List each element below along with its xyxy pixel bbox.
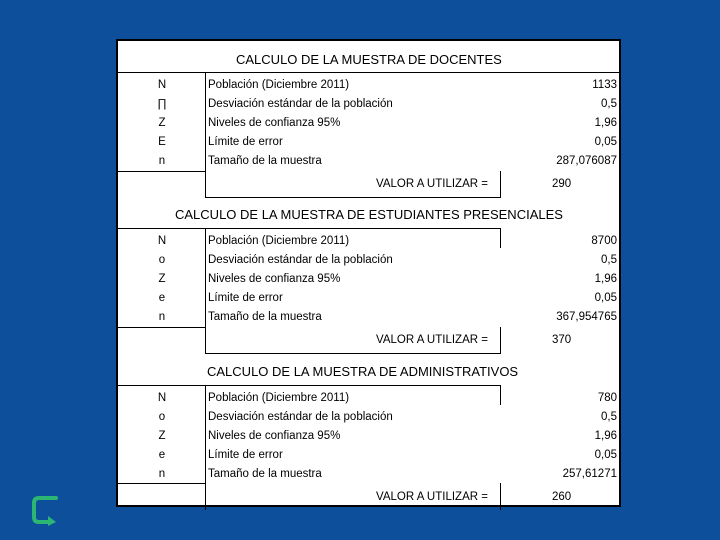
utilizar-label: VALOR A UTILIZAR = [376, 178, 488, 190]
symbol-cell: o [158, 411, 166, 423]
table-row [118, 465, 621, 484]
symbol-cell: e [158, 292, 166, 304]
table-row [118, 232, 621, 251]
section-title-estudiantes: CALCULO DE LA MUESTRA DE ESTUDIANTES PRESENCIALES [175, 207, 563, 222]
value-cell: 367,954765 [556, 311, 617, 323]
label-cell: Tamaño de la muestra [208, 468, 322, 480]
divider [500, 483, 501, 510]
divider [118, 228, 500, 229]
divider [205, 353, 500, 354]
label-cell: Población (Diciembre 2011) [208, 79, 350, 91]
symbol-cell: Z [158, 117, 166, 129]
label-cell: Niveles de confianza 95% [208, 273, 341, 285]
section-title-administrativos: CALCULO DE LA MUESTRA DE ADMINISTRATIVOS [207, 364, 519, 379]
symbol-cell: n [158, 155, 166, 167]
table-row [118, 308, 621, 327]
label-cell: Desviación estándar de la población [208, 411, 393, 423]
table-row [118, 270, 621, 289]
value-cell: 0,05 [594, 136, 617, 148]
symbol-cell: E [158, 136, 166, 148]
table-row [118, 446, 621, 465]
value-cell: 0,05 [594, 449, 617, 461]
value-cell: 1,96 [594, 117, 617, 129]
symbol-cell: Z [158, 273, 166, 285]
utilizar-label: VALOR A UTILIZAR = [376, 334, 488, 346]
return-arrow-icon[interactable] [30, 494, 60, 526]
table-row [118, 114, 621, 133]
table-row [118, 251, 621, 270]
symbol-cell: o [158, 254, 166, 266]
symbol-cell: e [158, 449, 166, 461]
value-cell: 8700 [591, 235, 617, 247]
divider [118, 72, 621, 73]
label-cell: Límite de error [208, 449, 283, 461]
symbol-cell: N [157, 79, 167, 91]
value-cell: 1133 [592, 79, 617, 91]
value-cell: 780 [597, 392, 617, 404]
utilizar-value: 290 [552, 178, 572, 190]
symbol-cell: n [158, 468, 166, 480]
symbol-cell: N [157, 392, 167, 404]
divider [500, 327, 501, 354]
table-row [118, 389, 621, 408]
table-row [118, 427, 621, 446]
value-cell: 287,076087 [556, 155, 617, 167]
value-cell: 1,96 [594, 273, 617, 285]
utilizar-label: VALOR A UTILIZAR = [376, 491, 488, 503]
utilizar-value: 370 [552, 334, 572, 346]
symbol-cell: ∏ [157, 98, 167, 110]
divider [500, 171, 501, 198]
divider [118, 385, 500, 386]
label-cell: Desviación estándar de la población [208, 254, 393, 266]
value-cell: 257,61271 [562, 468, 617, 480]
symbol-cell: Z [158, 430, 166, 442]
utilizar-value: 260 [552, 491, 572, 503]
value-cell: 0,5 [601, 411, 617, 423]
label-cell: Población (Diciembre 2011) [208, 392, 350, 404]
section-title-docentes: CALCULO DE LA MUESTRA DE DOCENTES [236, 52, 502, 67]
symbol-cell: n [158, 311, 166, 323]
divider [118, 327, 205, 328]
label-cell: Desviación estándar de la población [208, 98, 393, 110]
sample-calculation-sheet [116, 39, 621, 507]
table-row [118, 408, 621, 427]
label-cell: Límite de error [208, 292, 283, 304]
label-cell: Tamaño de la muestra [208, 311, 322, 323]
table-row [118, 289, 621, 308]
label-cell: Tamaño de la muestra [208, 155, 322, 167]
table-row [118, 95, 621, 114]
label-cell: Población (Diciembre 2011) [208, 235, 350, 247]
label-cell: Niveles de confianza 95% [208, 117, 341, 129]
divider [118, 171, 205, 172]
value-cell: 0,5 [601, 254, 617, 266]
symbol-cell: N [157, 235, 167, 247]
divider [205, 197, 500, 198]
table-row [118, 133, 621, 152]
value-cell: 0,5 [601, 98, 617, 110]
table-row [118, 76, 621, 95]
value-cell: 0,05 [594, 292, 617, 304]
label-cell: Límite de error [208, 136, 283, 148]
label-cell: Niveles de confianza 95% [208, 430, 341, 442]
value-cell: 1,96 [594, 430, 617, 442]
table-row [118, 152, 621, 171]
